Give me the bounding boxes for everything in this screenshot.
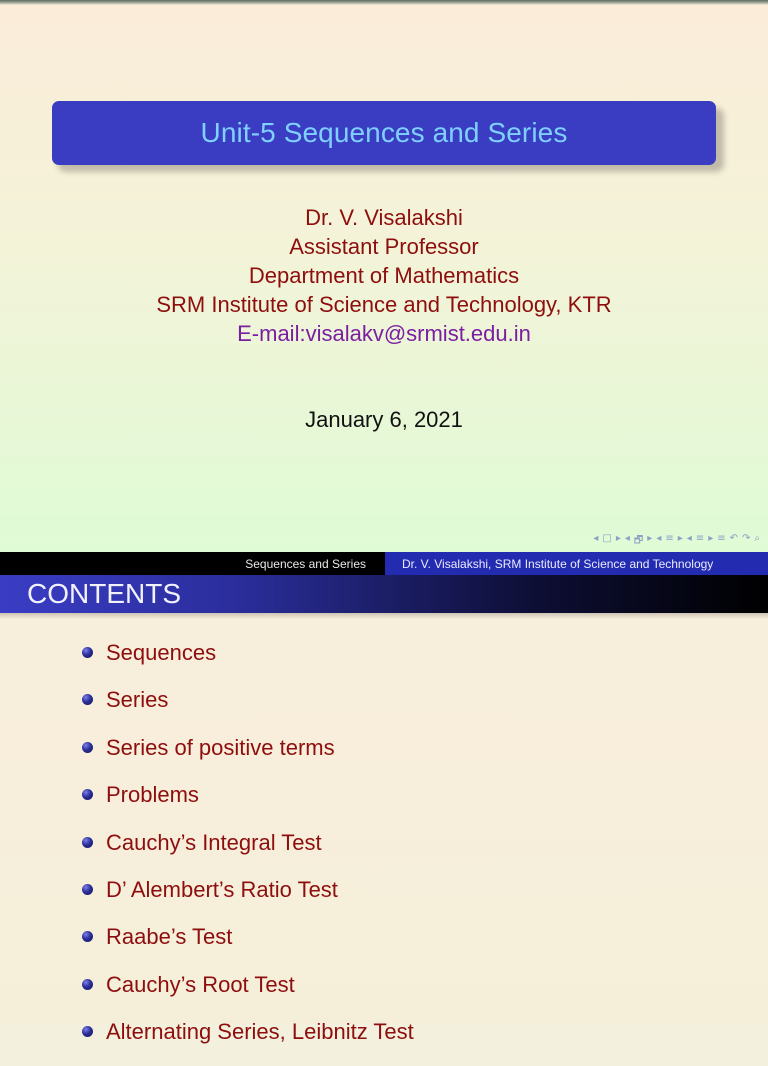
list-item-label: Series of positive terms <box>106 734 335 760</box>
list-item-label: Raabe’s Test <box>106 924 233 950</box>
presentation-date: January 6, 2021 <box>305 407 463 432</box>
nav-section-icon[interactable]: ≡ <box>695 533 705 544</box>
list-item-label: Cauchy’s Root Test <box>106 971 295 997</box>
ball-bullet-icon <box>82 694 93 705</box>
nav-appendix-icon[interactable]: ≡ <box>717 533 726 544</box>
author-email[interactable]: E-mail:visalakv@srmist.edu.in <box>237 321 531 346</box>
author-institution: SRM Institute of Science and Technology, KTR <box>156 292 612 317</box>
title-box <box>52 101 716 165</box>
list-item[interactable] <box>82 734 414 781</box>
ball-bullet-icon <box>82 1026 93 1037</box>
nav-back-icon[interactable]: ↶ <box>729 533 738 544</box>
nav-frame-icon[interactable]: □ <box>602 533 612 544</box>
frame-title-bar <box>0 575 768 613</box>
list-item-label: Problems <box>106 782 199 808</box>
nav-next-icon[interactable]: ▸ <box>708 533 714 544</box>
nav-next-icon[interactable]: ▸ <box>677 533 683 544</box>
contents-list <box>82 639 414 1066</box>
beamer-navigation <box>593 533 760 550</box>
nav-prev-icon[interactable]: ◂ <box>656 533 662 544</box>
list-item[interactable] <box>82 971 414 1018</box>
author-name: Dr. V. Visalakshi <box>305 205 463 230</box>
list-item[interactable] <box>82 876 414 923</box>
list-item-label: Cauchy’s Integral Test <box>106 829 322 855</box>
ball-bullet-icon <box>82 837 93 848</box>
ball-bullet-icon <box>82 742 93 753</box>
nav-search-icon[interactable]: ⌕ <box>754 533 760 544</box>
headline-author[interactable]: Dr. V. Visalakshi, SRM Institute of Science and Technology <box>385 552 768 575</box>
list-item-label: Sequences <box>106 640 217 665</box>
headline-short-title[interactable]: Sequences and Series <box>0 552 385 575</box>
author-department: Department of Mathematics <box>248 263 520 288</box>
nav-next-icon[interactable]: ▸ <box>647 533 653 544</box>
ball-bullet-icon <box>82 931 93 942</box>
ball-bullet-icon <box>82 884 93 895</box>
presentation-title: Unit-5 Sequences and Series <box>200 117 568 148</box>
frame-title: CONTENTS <box>27 578 181 609</box>
contents-slide <box>0 575 768 1045</box>
frame-title-shadow <box>0 613 768 619</box>
slide-headline <box>0 552 768 575</box>
nav-prev-icon[interactable]: ◂ <box>686 533 692 544</box>
list-item[interactable] <box>82 686 414 733</box>
list-item[interactable] <box>82 639 414 686</box>
author-block <box>0 203 768 348</box>
list-item-label: D’ Alembert’s Ratio Test <box>106 876 338 902</box>
list-item[interactable] <box>82 829 414 876</box>
list-item[interactable] <box>82 781 414 828</box>
nav-section-icon[interactable]: ≡ <box>665 533 674 544</box>
nav-forward-icon[interactable]: ↷ <box>742 533 751 544</box>
list-item-label: Alternating Series, Leibnitz Test <box>106 1019 414 1045</box>
list-item[interactable] <box>82 1018 414 1065</box>
ball-bullet-icon <box>82 789 93 800</box>
nav-next-icon[interactable]: ▸ <box>615 533 621 544</box>
nav-prev-icon[interactable]: ◂ <box>624 533 630 544</box>
nav-prev-icon[interactable]: ◂ <box>593 533 599 544</box>
list-item-label: Series <box>106 687 169 713</box>
list-item[interactable] <box>82 923 414 970</box>
nav-subsection-icon[interactable]: 🗗 <box>633 535 644 546</box>
author-position: Assistant Professor <box>289 234 479 259</box>
ball-bullet-icon <box>82 979 93 990</box>
top-rule <box>0 0 768 5</box>
ball-bullet-icon <box>82 647 93 658</box>
